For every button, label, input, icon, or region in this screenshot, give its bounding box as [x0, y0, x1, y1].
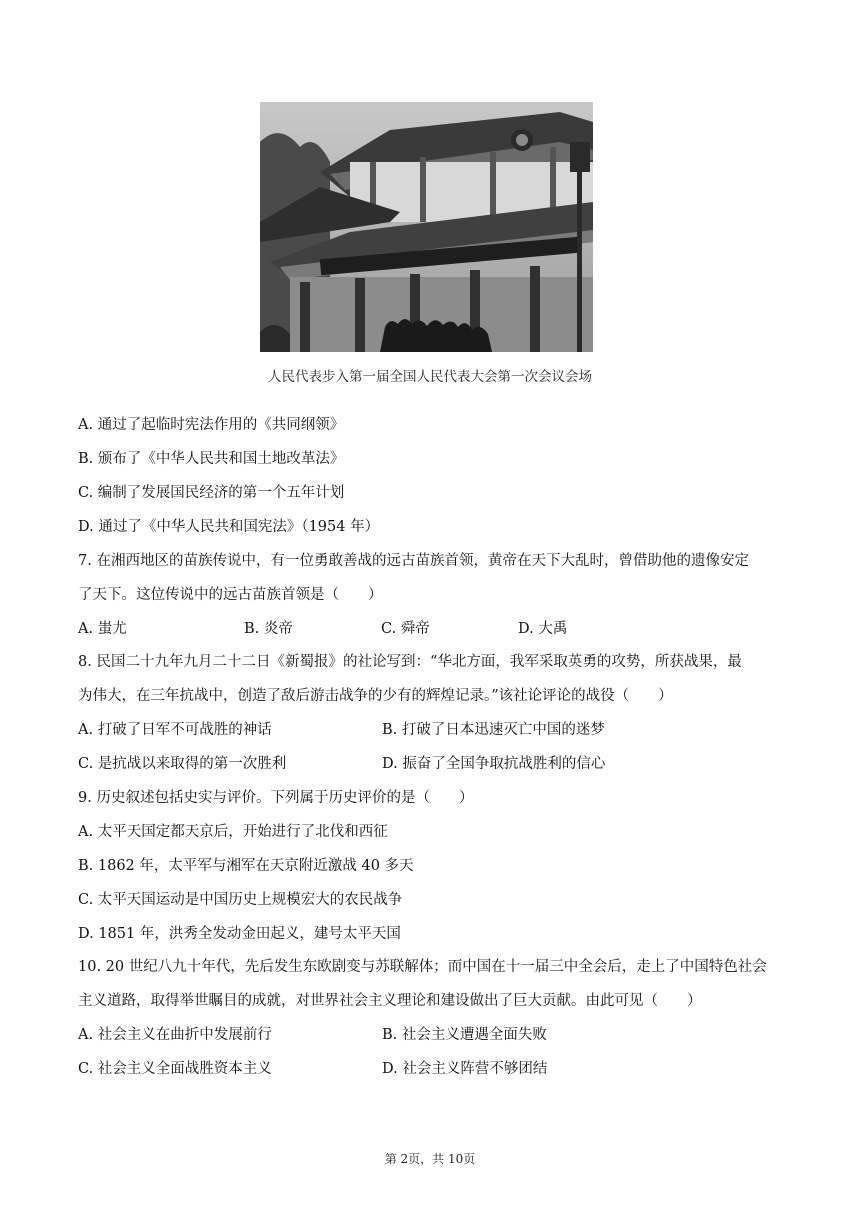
q8-stem-line2: 为伟大，在三年抗战中，创造了敌后游击战争的少有的辉煌记录。”该社论评论的战役（ ）: [78, 688, 673, 704]
q9-option-d: D. 1851 年，洪秀全发动金田起义，建号太平天国: [78, 926, 401, 942]
q6-option-b: B. 颁布了《中华人民共和国土地改革法》: [78, 451, 345, 467]
q10-option-d: D. 社会主义阵营不够团结: [382, 1061, 548, 1077]
congress-hall-photo: [260, 102, 593, 352]
photo-caption: 人民代表步入第一届全国人民代表大会第一次会议会场: [268, 369, 592, 385]
q8-stem-line1: 8. 民国二十九年九月二十二日《新蜀报》的社论写到：“华北方面，我军采取英勇的攻势，所获战果，最: [78, 654, 742, 670]
q8-option-c: C. 是抗战以来取得的第一次胜利: [78, 756, 287, 772]
q10-option-b: B. 社会主义遭遇全面失败: [382, 1027, 547, 1043]
q8-option-d: D. 振奋了全国争取抗战胜利的信心: [382, 756, 606, 772]
q10-stem-line2: 主义道路，取得举世瞩目的成就，对世界社会主义理论和建设做出了巨大贡献。由此可见（ ）: [78, 993, 702, 1009]
q9-option-c: C. 太平天国运动是中国历史上规模宏大的农民战争: [78, 892, 403, 908]
q9-stem: 9. 历史叙述包括史实与评价。下列属于历史评价的是（ ）: [78, 790, 474, 806]
q7-stem-line2: 了天下。这位传说中的远古苗族首领是（ ）: [78, 587, 383, 603]
q7-option-b: B. 炎帝: [244, 621, 293, 637]
q7-stem-line1: 7. 在湘西地区的苗族传说中，有一位勇敢善战的远古苗族首领，黄帝在天下大乱时，曾借助他的遗像安定: [78, 553, 749, 569]
q6-option-c: C. 编制了发展国民经济的第一个五年计划: [78, 485, 345, 501]
q8-option-a: A. 打破了日军不可战胜的神话: [78, 722, 272, 738]
q7-option-d: D. 大禹: [518, 621, 568, 637]
q10-stem-line1: 10. 20 世纪八九十年代，先后发生东欧剧变与苏联解体；而中国在十一届三中全会后，走上了中国特色社会: [78, 959, 767, 975]
q9-option-a: A. 太平天国定都天京后，开始进行了北伐和西征: [78, 824, 388, 840]
q10-option-a: A. 社会主义在曲折中发展前行: [78, 1027, 272, 1043]
q8-option-b: B. 打破了日本迅速灭亡中国的迷梦: [382, 722, 605, 738]
q6-option-a: A. 通过了起临时宪法作用的《共同纲领》: [78, 417, 345, 433]
q9-option-b: B. 1862 年，太平军与湘军在天京附近激战 40 多天: [78, 858, 414, 874]
page-footer: 第 2页，共 10页: [384, 1152, 476, 1166]
q7-option-a: A. 蚩尤: [78, 621, 127, 637]
q10-option-c: C. 社会主义全面战胜资本主义: [78, 1061, 272, 1077]
q6-option-d: D. 通过了《中华人民共和国宪法》（1954 年）: [78, 519, 380, 535]
q7-option-c: C. 舜帝: [381, 621, 430, 637]
